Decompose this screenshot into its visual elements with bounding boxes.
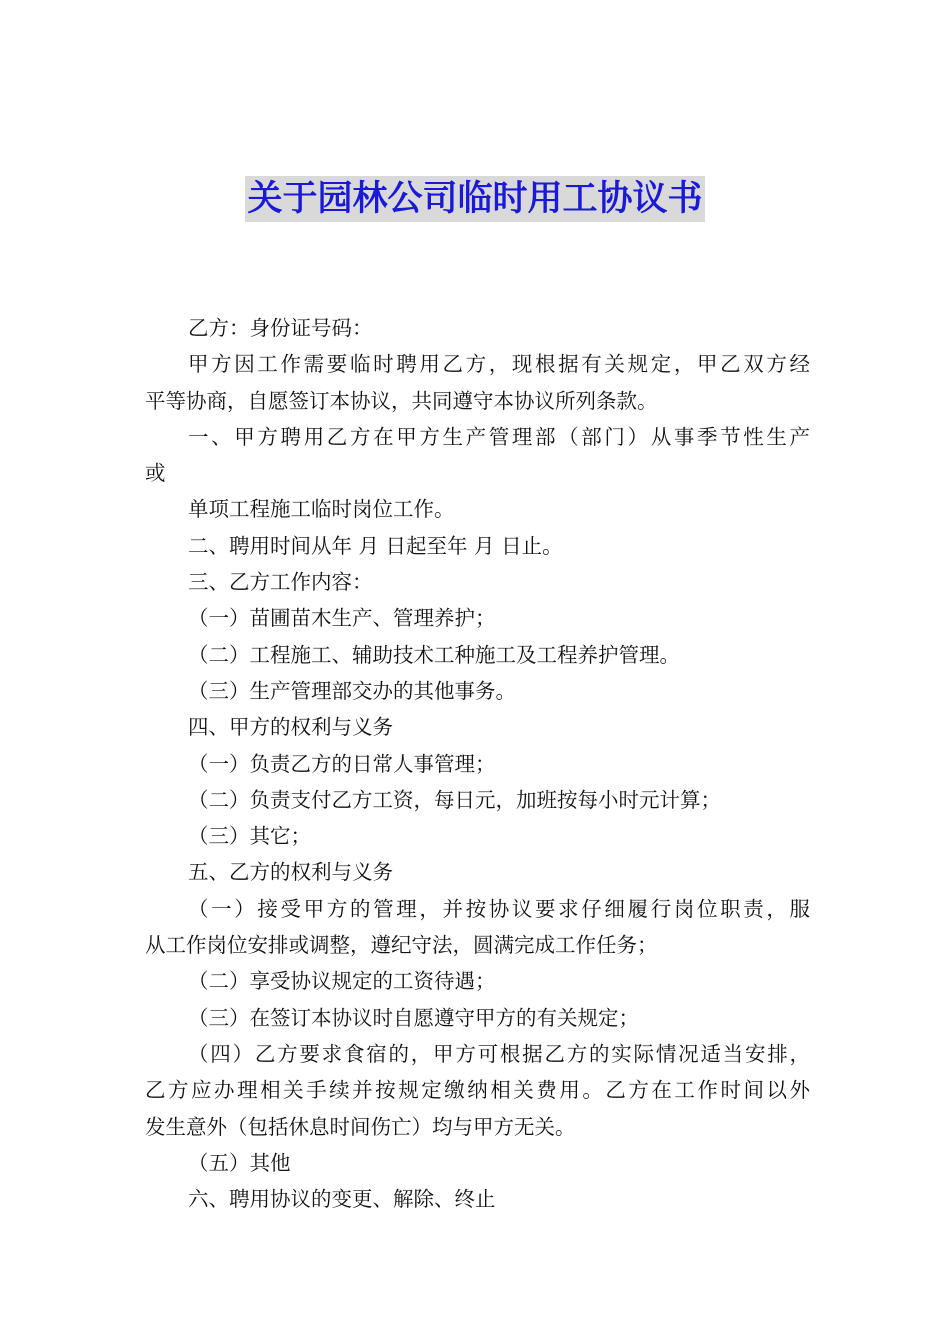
body-line: （五）其他 — [188, 1150, 291, 1175]
body-line: 从工作岗位安排或调整，遵纪守法，圆满完成工作任务； — [145, 933, 658, 958]
body-line: （三）在签订本协议时自愿遵守甲方的有关规定； — [188, 1005, 639, 1030]
document-title: 关于园林公司临时用工协议书 — [245, 176, 704, 222]
body-line: 或 — [145, 461, 166, 486]
body-line: 发生意外（包括休息时间伤亡）均与甲方无关。 — [145, 1114, 576, 1139]
body-line: 一、甲方聘用乙方在甲方生产管理部（部门）从事季节性生产 — [188, 424, 810, 449]
body-line: （二）工程施工、辅助技术工种施工及工程养护管理。 — [188, 642, 680, 667]
body-line: （二）享受协议规定的工资待遇； — [188, 969, 496, 994]
body-line: 三、乙方工作内容： — [188, 570, 373, 595]
body-line: （三）生产管理部交办的其他事务。 — [188, 678, 516, 703]
body-line: （二）负责支付乙方工资，每日元，加班按每小时元计算； — [188, 787, 721, 812]
body-line: （一）负责乙方的日常人事管理； — [188, 751, 496, 776]
body-line: 二、聘用时间从年 月 日起至年 月 日止。 — [188, 533, 563, 558]
body-line: 六、聘用协议的变更、解除、终止 — [188, 1187, 496, 1212]
body-line: 单项工程施工临时岗位工作。 — [188, 497, 455, 522]
body-line: 乙方：身份证号码： — [188, 316, 373, 340]
body-line: 五、乙方的权利与义务 — [188, 860, 393, 885]
body-line: （一）接受甲方的管理，并按协议要求仔细履行岗位职责，服 — [188, 896, 810, 921]
body-line: 乙方应办理相关手续并按规定缴纳相关费用。乙方在工作时间以外 — [145, 1078, 810, 1103]
body-line: 甲方因工作需要临时聘用乙方，现根据有关规定，甲乙双方经 — [188, 352, 810, 377]
body-line: （三）其它； — [188, 824, 311, 849]
body-line: （一）苗圃苗木生产、管理养护； — [188, 606, 496, 631]
body-line: 四、甲方的权利与义务 — [188, 715, 393, 740]
document-body — [145, 310, 810, 1217]
body-line: 平等协商，自愿签订本协议，共同遵守本协议所列条款。 — [145, 388, 658, 413]
body-line: （四）乙方要求食宿的，甲方可根据乙方的实际情况适当安排， — [188, 1041, 810, 1066]
title-area — [0, 176, 950, 222]
